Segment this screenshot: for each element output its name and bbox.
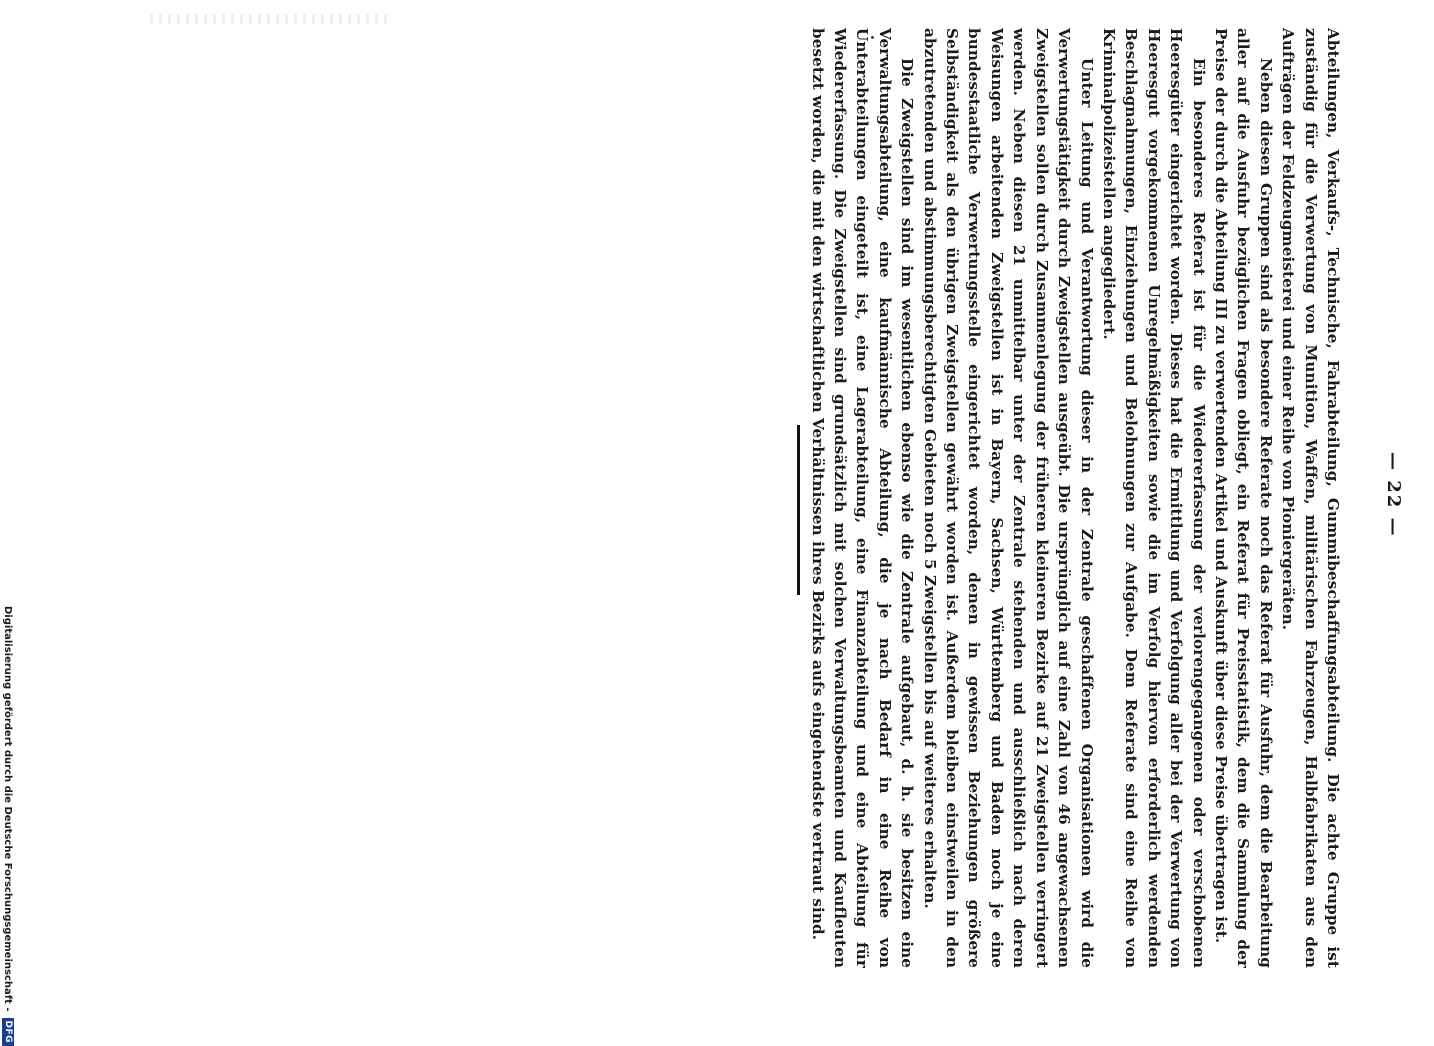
paragraph: Die Zweigstellen sind im wesentlichen ebenso wie die Zentrale aufgebaut, d. h. sie besitzen eine Verwaltungsabteilung, eine kaufmännische Abteilung, die je nach Bedarf in eine Reihe von Unterabteilungen eingeteilt ist, eine Lagerabteilung, eine Finanzabteilung und eine Abteilung für Wiedererfassung. Die Zweigstellen sind grundsätzlich mit solchen Verwaltungsbeamten und Kaufleuten besetzt worden, die mit den wirtschaftlichen Verhältnissen ihres Bezirks aufs eingehendste vertraut sind. <box>808 28 917 968</box>
page-number: — 22 — <box>1383 452 1404 538</box>
paragraph: Neben diesen Gruppen sind als besondere Referate noch das Referat für Ausfuhr, dem die Bearbeitung aller auf die Ausfuhr bezüglichen Fragen obliegt, ein Referat für Preisstatistik, dem die Sammlung der Preise der durch die Abteilung III zu verwertenden Artikel und Auskunft über diese Preise übertragen ist. <box>1211 28 1275 968</box>
paragraph: Unter Leitung und Verantwortung dieser in der Zentrale geschaffenen Organisationen wird die Verwertungstätigkeit durch Zweigstellen ausgeübt. Die ursprünglich auf eine Zahl von 46 angewachsenen Zweigstellen sollen durch Zusammenlegung der früheren kleineren Bezirke auf 21 Zweigstellen verringert werden. Neben diesen 21 unmittelbar unter der Zentrale stehenden und ausschließlich nach deren Weisungen arbeitenden Zweigstellen ist in Bayern, Sachsen, Württemberg und Baden noch je eine bundesstaatliche Verwertungsstelle eingerichtet worden, denen in gewissen Beziehungen größere Selbständigkeit als den übrigen Zweigstellen gewährt worden ist. Außerdem bleiben einstweilen in den abzutretenden und abstimmungsberechtigten Gebieten noch 5 Zweigstellen bis auf weiteres erhalten. <box>920 28 1096 968</box>
section-divider <box>797 425 800 595</box>
paragraph: Abteilungen, Verkaufs-, Technische, Fahrabteilung, Gummibeschaffungsabteilung. Die achte Gruppe ist zuständig für die Verwertung von Munition, Waffen, militärischen Fahrzeugen, Halbfabrikaten aus den Aufträgen der Feldzeugmeisterei und einer Reihe von Pioniergeräten. <box>1279 28 1342 968</box>
digitization-footer <box>0 606 16 1044</box>
scan-smudge <box>150 14 390 24</box>
footer-text: Digitalisierung gefördert durch die Deutsche Forschungsgemeinschaft - <box>2 606 14 1012</box>
page-body-text <box>808 28 1344 968</box>
paragraph: Ein besonderes Referat ist für die Wiedererfassung der verlorengegangenen oder verschobenen Heeresgüter eingerichtet worden. Dieses hat die Ermittlung und Verfolgung aller bei der Verwertung von Heeresgut vorgekommenen Unregelmäßigkeiten sowie die im Verfolg hiervon erforderlich werdenden Beschlagnahmungen, Einziehungen und Belohnungen zur Aufgabe. Dem Referate sind eine Reihe von Kriminalpolizeistellen angegliedert. <box>1099 28 1208 968</box>
dfg-logo-icon: DFG <box>2 1018 14 1046</box>
